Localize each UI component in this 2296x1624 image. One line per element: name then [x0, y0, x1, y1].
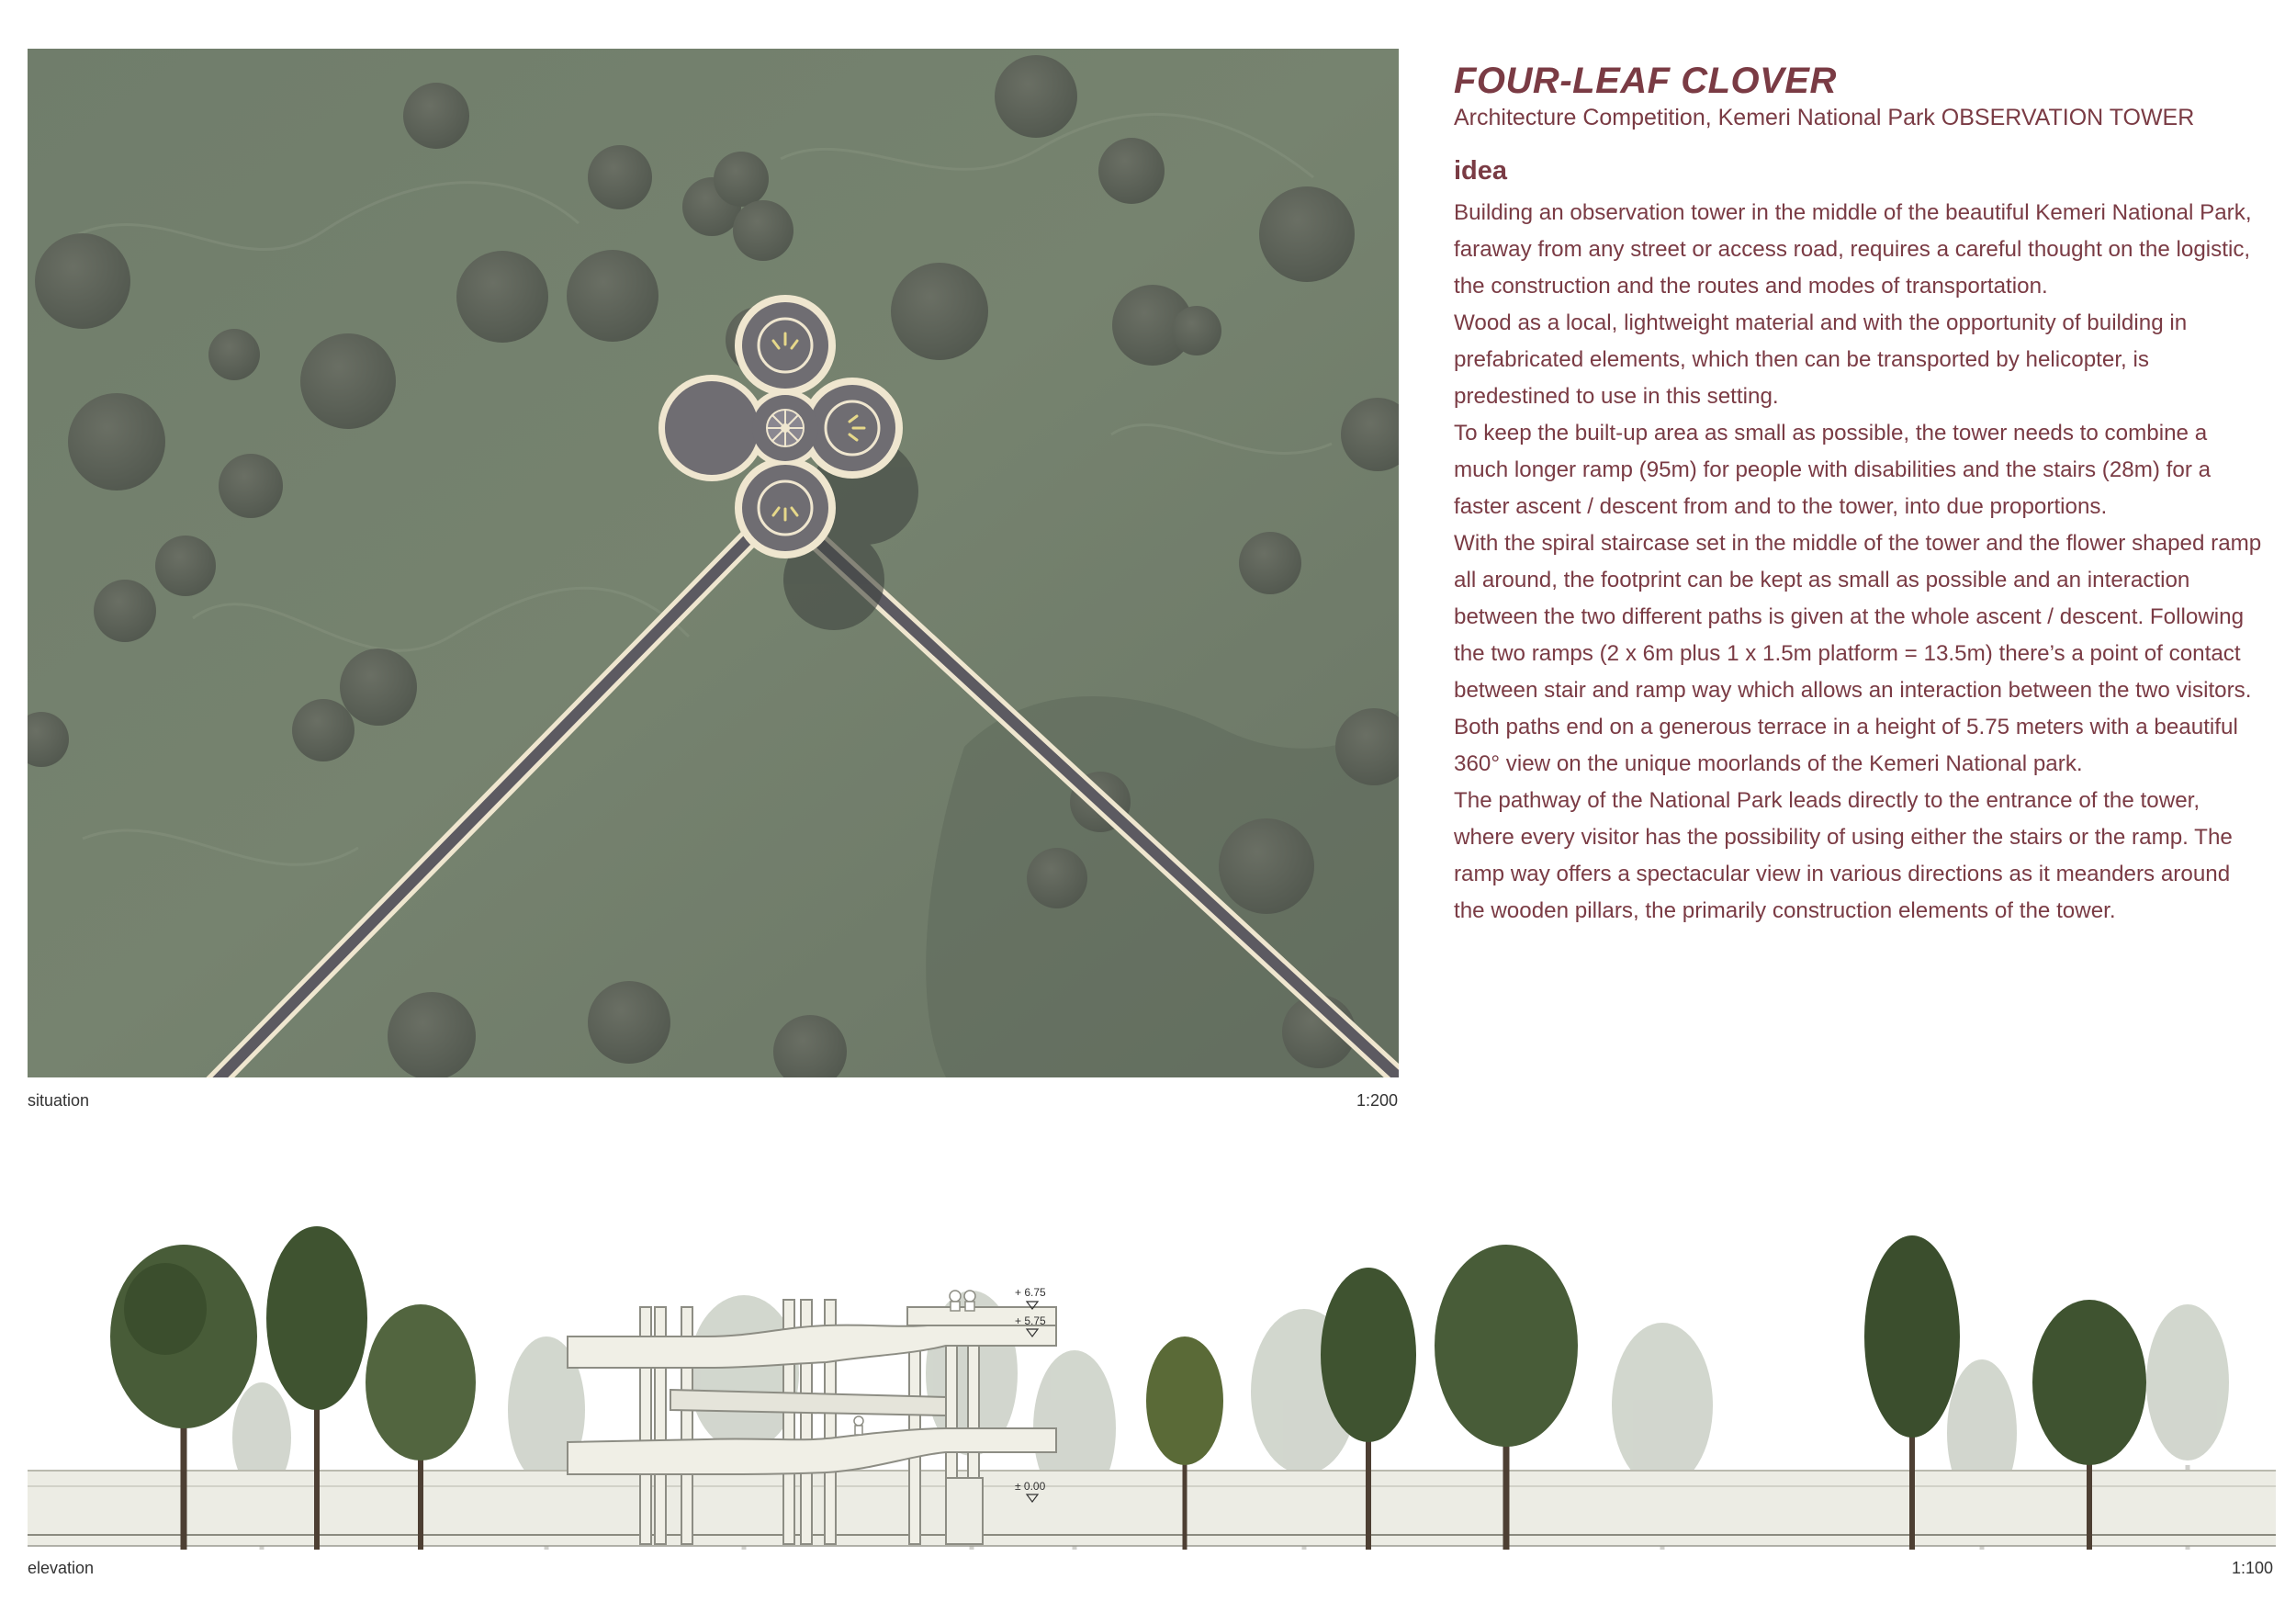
tree-canopy	[1219, 818, 1314, 914]
tree-canopy	[995, 55, 1077, 138]
elevation-drawing	[28, 1208, 2276, 1566]
tree-canopy	[1027, 848, 1087, 908]
level-marker-terrace: + 5.75	[1015, 1314, 1046, 1327]
elevation-scale: 1:100	[2232, 1559, 2274, 1577]
tree-canopy	[388, 992, 476, 1077]
tree-canopy	[1259, 186, 1355, 282]
level-marker-ground: ± 0.00	[1015, 1480, 1046, 1493]
ground-line	[28, 1471, 2276, 1546]
idea-paragraph: With the spiral staircase set in the middle of the tower and the flower shaped ramp all around, the footprint can be kept as small as possible and an interaction between the two different paths is given at the whole ascent / descent. Following the two ramps (2 x 6m plus 1 x 1.5m platform = 13.5m) there’s a point of contact between stair and ramp way which allows an interaction between the two visitors.	[1454, 531, 2262, 703]
tree-canopy	[1098, 138, 1165, 204]
tree-canopy	[155, 536, 216, 596]
tree-canopy	[588, 981, 670, 1064]
situation-label: situation	[28, 1091, 90, 1110]
tree-canopy	[456, 251, 548, 343]
ramp-band-middle	[670, 1390, 946, 1415]
tree-canopy	[94, 580, 156, 642]
tower-entrance	[946, 1478, 983, 1544]
level-marker-top: + 6.75	[1015, 1286, 1046, 1299]
idea-paragraph: Both paths end on a generous terrace in a height of 5.75 meters with a beautiful 360° view on the unique moorlands of the Kemeri National park.	[1454, 715, 2238, 776]
idea-paragraph: To keep the built-up area as small as possible, the tower needs to combine a much longer ramp (95m) for people with disabilities and the stairs (28m) for a faster ascent / descent from and to the tower, into due proportions.	[1454, 421, 2212, 519]
project-title: FOUR-LEAF CLOVER	[1454, 61, 1837, 101]
idea-paragraph: The pathway of the National Park leads directly to the entrance of the tower, where every visitor has the possibility of using either the stairs or the ramp. The ramp way offers a spectacular view in various directions as it meanders around the wooden pillars, the primarily construction elements of the tower.	[1454, 788, 2233, 923]
tree-canopy	[588, 145, 652, 209]
tree-canopy	[35, 233, 130, 329]
tree-canopy	[292, 699, 355, 761]
tree-canopy	[340, 648, 417, 726]
tree-canopy	[403, 83, 469, 149]
elevation-label: elevation	[28, 1559, 95, 1577]
idea-paragraph: Building an observation tower in the middle of the beautiful Kemeri National Park, faraway from any street or access road, requires a careful thought on the logistic, the construction and the routes and modes of transportation.	[1454, 200, 2252, 299]
tree-canopy	[891, 263, 988, 360]
situation-plan	[28, 49, 1399, 1077]
spiral-staircase	[767, 410, 804, 446]
tree-canopy	[1172, 306, 1221, 355]
tree-canopy	[219, 454, 283, 518]
tree-canopy	[714, 152, 769, 207]
tree-canopy	[567, 250, 658, 342]
description-panel	[1454, 61, 2262, 930]
project-subtitle: Architecture Competition, Kemeri National Park OBSERVATION TOWER	[1454, 105, 2195, 130]
tree-canopy	[68, 393, 165, 491]
tree-canopy	[300, 333, 396, 429]
tree-canopy	[208, 329, 260, 380]
situation-scale: 1:200	[1356, 1091, 1399, 1110]
idea-paragraph: Wood as a local, lightweight material and with the opportunity of building in prefabricated elements, which then can be transported by helicopter, is predestined to use in this setting.	[1454, 310, 2188, 409]
tree-canopy	[1239, 532, 1301, 594]
tree-canopy	[733, 200, 793, 261]
idea-heading: idea	[1454, 156, 1508, 186]
